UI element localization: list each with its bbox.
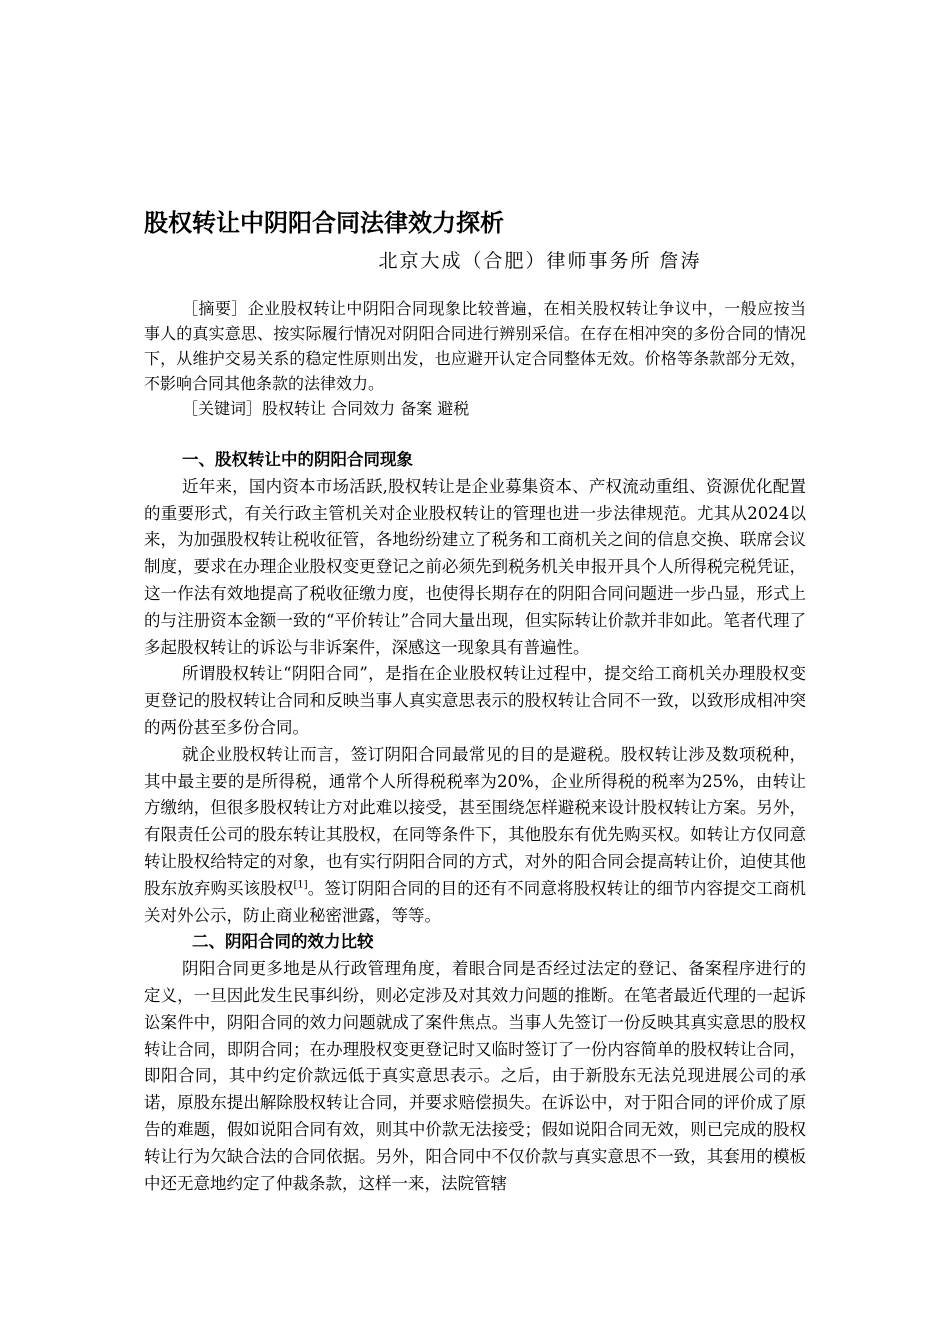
abstract-text: 企业股权转让中阴阳合同现象比较普遍，在相关股权转让争议中，一般应按当事人的真实意思、按实际履行情况对阴阳合同进行辨别采信。在存在相冲突的多份合同的情况下，从维护交易关系的稳定性原则出发，也应避开认定合同整体无效。价格等条款部分无效，不影响合同其他条款的法律效力。 (144, 299, 806, 393)
body-text (144, 447, 806, 1197)
abstract-block (144, 296, 806, 421)
paper-title: 股权转让中阴阳合同法律效力探析 (144, 209, 504, 237)
section-heading-1: 一、股权转让中的阴阳合同现象 (182, 450, 413, 469)
keywords-paragraph (144, 396, 806, 421)
author-line: 北京大成（合肥）律师事务所 詹涛 (378, 250, 702, 272)
paragraph-3-text-a: 就企业股权转让而言，签订阴阳合同最常见的目的是避税。股权转让涉及数项税种，其中最主要的是所得税，通常个人所得税税率为20%，企业所得税的税率为25%，由转让方缴纳，但很多股权转让方对此难以接受，甚至围绕怎样避税来设计股权转让方案。另外，有限责任公司的股东转让其股权，在同等条件下，其他股东有优先购买权。如转让方仅同意转让股权给特定的对象，也有实行阴阳合同的方式，对外的阳合同会提高转让价，迫使其他股东放弃购买该股权 (144, 744, 806, 898)
keywords-label: ［关键词］ (182, 399, 263, 418)
abstract-paragraph (144, 296, 806, 396)
section-1-paragraph-3 (144, 742, 806, 930)
abstract-label: ［摘要］ (182, 299, 248, 318)
citation-reference[interactable]: [1] (293, 879, 308, 891)
section-1-paragraph-2: 所谓股权转让“阴阳合同”，是指在企业股权转让过程中，提交给工商机关办理股权变更登记的股权转让合同和反映当事人真实意思表示的股权转让合同不一致，以致形成相冲突的两份甚至多份合同。 (144, 664, 806, 737)
keywords-text: 股权转让 合同效力 备案 避税 (262, 399, 470, 418)
section-heading-2: 二、阴阳合同的效力比较 (192, 932, 374, 952)
section-2-paragraph-1: 阴阳合同更多地是从行政管理角度，着眼合同是否经过法定的登记、备案程序进行的定义，一旦因此发生民事纠纷，则必定涉及对其效力问题的推断。在笔者最近代理的一起诉讼案件中，阴阳合同的效力问题就成了案件焦点。当事人先签订一份反映其真实意思的股权转让合同，即阴合同；在办理股权变更登记时又临时签订了一份内容简单的股权转让合同，即阳合同，其中约定价款远低于真实意思表示。之后，由于新股东无法兑现进展公司的承诺，原股东提出解除股权转让合同，并要求赔偿损失。在诉讼中，对于阳合同的评价成了原告的难题，假如说阳合同有效，则其中价款无法接受；假如说阳合同无效，则已完成的股权转让行为欠缺合法的合同依据。另外，阳合同中不仅价款与真实意思不一致，其套用的模板中还无意地约定了仲裁条款，这样一来，法院管辖 (144, 959, 806, 1193)
section-1-paragraph-1: 近年来，国内资本市场活跃,股权转让是企业募集资本、产权流动重组、资源优化配置的重要形式，有关行政主管机关对企业股权转让的管理也进一步法律规范。尤其从2024以来，为加强股权转让税收征管，各地纷纷建立了税务和工商机关之间的信息交换、联席会议制度，要求在办理企业股权变更登记之前必须先到税务机关申报开具个人所得税完税凭证，这一作法有效地提高了税收征缴力度，也使得长期存在的阴阳合同问题进一步凸显，形式上的与注册资本金额一致的“平价转让”合同大量出现，但实际转让价款并非如此。笔者代理了多起股权转让的诉讼与非诉案件，深感这一现象具有普遍性。 (144, 476, 806, 657)
paragraph-3-text-b: 。签订阴阳合同的目的还有不同意将股权转让的细节内容提交工商机关对外公示，防止商业秘密泄露，等等。 (144, 878, 807, 925)
